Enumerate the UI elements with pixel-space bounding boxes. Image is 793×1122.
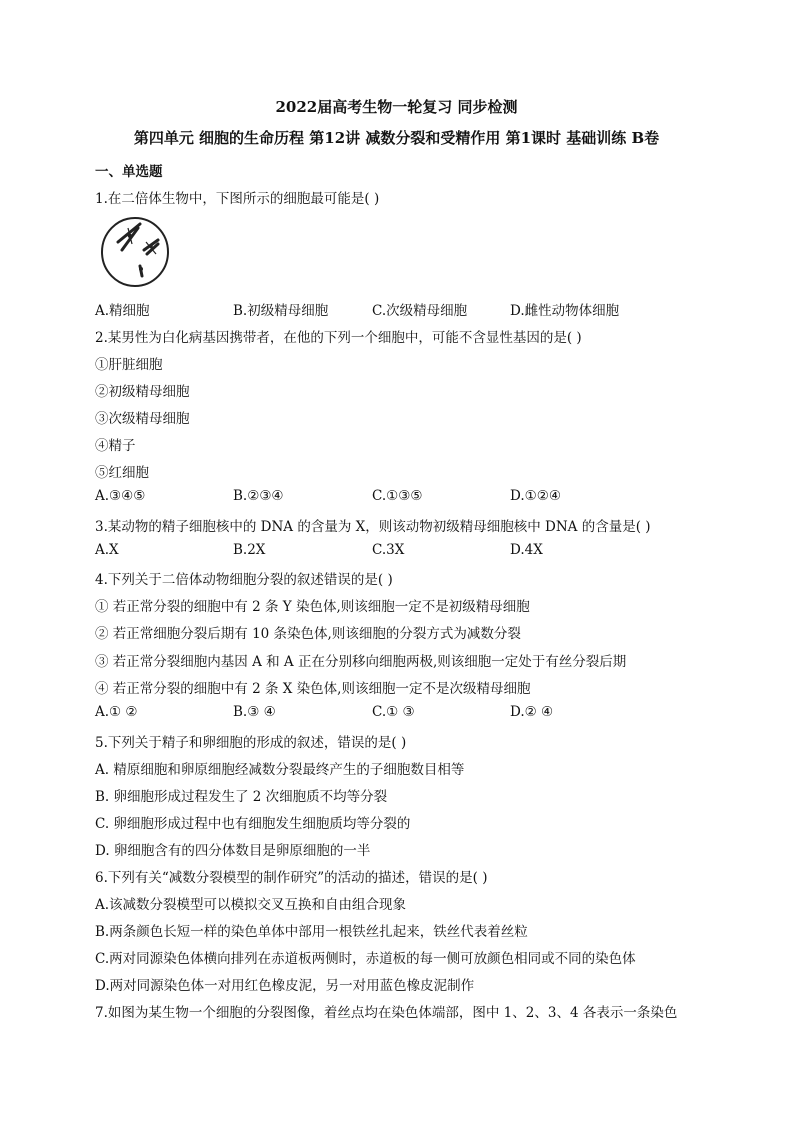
q1-option-b: B.初级精母细胞 — [233, 303, 329, 319]
q2-option-a: A.③④⑤ — [95, 488, 146, 504]
q4-item-1: ① 若正常分裂的细胞中有 2 条 Y 染色体,则该细胞一定不是初级精母细胞 — [95, 599, 530, 615]
q4-option-c: C.① ③ — [372, 704, 415, 720]
q3-option-a: A.X — [95, 542, 119, 558]
q6-option-a: A.该减数分裂模型可以模拟交叉互换和自由组合现象 — [95, 897, 407, 913]
q6-option-c: C.两对同源染色体横向排列在赤道板两侧时，赤道板的每一侧可放颜色相同或不同的染色体 — [95, 951, 636, 967]
q4-option-b: B.③ ④ — [233, 704, 276, 720]
q1-stem: 1.在二倍体生物中，下图所示的细胞最可能是( ) — [95, 191, 380, 207]
q2-option-d: D.①②④ — [510, 488, 561, 504]
q5-option-a: A. 精原细胞和卵原细胞经减数分裂最终产生的子细胞数目相等 — [95, 762, 465, 778]
document-title: 2022届高考生物一轮复习 同步检测 — [275, 98, 518, 116]
q5-option-d: D. 卵细胞含有的四分体数目是卵原细胞的一半 — [95, 843, 371, 859]
q2-item-2: ②初级精母细胞 — [95, 384, 190, 400]
q4-item-2: ② 若正常细胞分裂后期有 10 条染色体,则该细胞的分裂方式为减数分裂 — [95, 626, 521, 642]
q1-option-c: C.次级精母细胞 — [372, 303, 468, 319]
q3-option-d: D.4X — [510, 542, 543, 558]
document-subtitle: 第四单元 细胞的生命历程 第12讲 减数分裂和受精作用 第1课时 基础训练 B卷 — [133, 129, 660, 147]
q4-option-a: A.① ② — [95, 704, 138, 720]
q2-item-5: ⑤红细胞 — [95, 465, 149, 481]
q4-item-3: ③ 若正常分裂细胞内基因 A 和 A 正在分别移向细胞两极,则该细胞一定处于有丝分裂后期 — [95, 654, 627, 670]
q5-option-b: B. 卵细胞形成过程发生了 2 次细胞质不均等分裂 — [95, 789, 388, 805]
q6-option-d: D.两对同源染色体一对用红色橡皮泥，另一对用蓝色橡皮泥制作 — [95, 978, 475, 994]
q4-option-d: D.② ④ — [510, 704, 554, 720]
q1-option-a: A.精细胞 — [95, 303, 150, 319]
q3-stem: 3.某动物的精子细胞核中的 DNA 的含量为 X，则该动物初级精母细胞核中 DNA 的含量是( ) — [95, 519, 651, 535]
q2-item-3: ③次级精母细胞 — [95, 411, 190, 427]
cell-diagram — [100, 214, 172, 288]
q5-option-c: C. 卵细胞形成过程中也有细胞发生细胞质均等分裂的 — [95, 816, 411, 832]
q3-option-c: C.3X — [372, 542, 405, 558]
q2-item-4: ④精子 — [95, 438, 136, 454]
q3-option-b: B.2X — [233, 542, 266, 558]
q4-item-4: ④ 若正常分裂的细胞中有 2 条 X 染色体,则该细胞一定不是次级精母细胞 — [95, 681, 531, 697]
q6-option-b: B.两条颜色长短一样的染色单体中部用一根铁丝扎起来，铁丝代表着丝粒 — [95, 924, 528, 940]
q1-option-d: D.雌性动物体细胞 — [510, 303, 620, 319]
q7-stem: 7.如图为某生物一个细胞的分裂图像，着丝点均在染色体端部，图中 1、2、3、4 各表示一条染色 — [95, 1005, 678, 1021]
q4-stem: 4.下列关于二倍体动物细胞分裂的叙述错误的是( ) — [95, 572, 393, 588]
q6-stem: 6.下列有关“减数分裂模型的制作研究”的活动的描述，错误的是( ) — [95, 870, 488, 886]
q5-stem: 5.下列关于精子和卵细胞的形成的叙述，错误的是( ) — [95, 735, 407, 751]
section-heading: 一、单选题 — [95, 164, 163, 180]
q2-option-b: B.②③④ — [233, 488, 284, 504]
q2-stem: 2.某男性为白化病基因携带者，在他的下列一个细胞中，可能不含显性基因的是( ) — [95, 330, 582, 346]
q2-option-c: C.①③⑤ — [372, 488, 423, 504]
q2-item-1: ①肝脏细胞 — [95, 357, 163, 373]
